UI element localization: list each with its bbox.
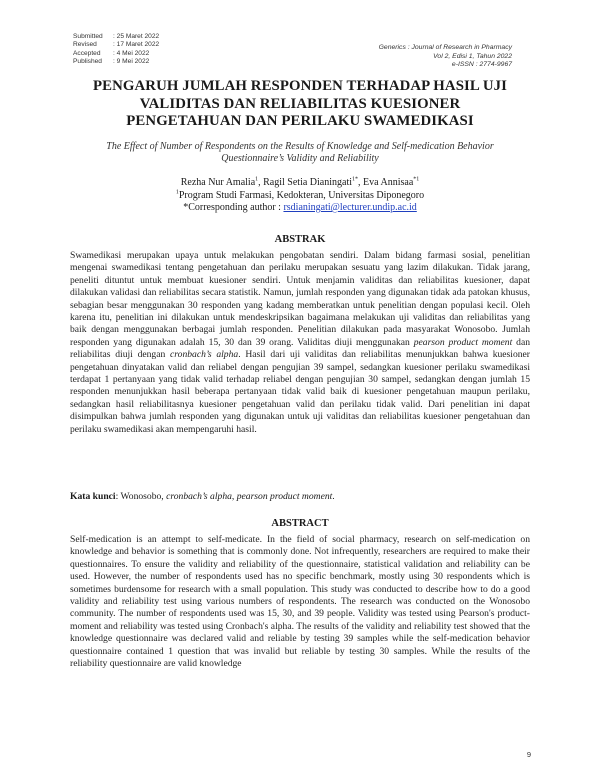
abstrak-heading: ABSTRAK [274,234,326,245]
keyword-italic-1: cronbach’s alpha [166,491,232,502]
author-block [60,177,540,215]
journal-name: Generics : Journal of Research in Pharmacy [378,44,512,51]
revised-value: : 17 Maret 2022 [113,41,160,49]
abstrak-body [70,250,530,436]
keywords-label: Kata kunci [70,491,116,502]
affiliation-sup: 1 [175,189,179,196]
paper-title [60,78,540,131]
author-3: Eva Annisaa [363,177,414,188]
corresponding-email-link[interactable]: rsdianingati@lecturer.undip.ac.id [283,202,417,213]
author-separator: , [258,177,264,188]
published-row [73,58,159,66]
abstrak-text-3: . Hasil dari uji validitas dan reliabilitas menunjukkan bahwa kuesioner pengetahuan dinyatakan valid dan reliabel dengan pengujian 39 sampel, sedangkan kuesioner perilaku swamedikasi terdapat 1 pertanyaan yang tidak valid terhadap reliabel dengan pengujian 30 sampel, sedangkan dengan jumlah 15 responden menunjukkan hasil beberapa pertanyaan tidak valid baik di kuesioner pengetahuan maupun perilaku, sedangkan hasil reliabilitasnya kuesioner pengetahuan valid dan perilaku tidak valid. Dari penelitian ini dapat disimpulkan bahwa jumlah responden yang digunakan untuk uji validitas dan reliabilitas kuesioner pengetahuan dan perilaku swamedikasi akan mempengaruhi hasil. [70,349,531,435]
paper-subtitle [64,141,536,165]
submitted-label: Submitted [73,33,103,40]
abstract-body: Self-medication is an attempt to self-medicate. In the field of social pharmacy, research on self-medication on knowledge and behavior is something that is commonly done. Not infrequently, researchers are required to make their questionnaires. To ensure the validity and reliability of the questionnaire, statistical validation and reliability can be used. However, the number of respondents used has no specific benchmark, mostly using 30 respondents which is sometimes burdensome for research with a small population. This study was conducted to describe how to do a good validity and reliability test using various numbers of respondents. The research was conducted on the Wonosobo community. The number of respondents used was 15, 30, and 39 people. Validity was tested using Pearson's product-moment and reliability was tested using Cronbach's alpha. The results of the validity and reliability test showed that the knowledge questionnaire was declared valid and reliable by testing 39 samples while the self-medication behavior questionnaire contained 1 question that was invalid but reliable by testing 30 samples. While the results of the reliability questionnaire are valid knowledge [70,534,530,670]
title-line-2: VALIDITAS DAN RELIABILITAS KUESIONER [139,95,461,112]
keywords-end: . [332,491,335,502]
author-list [60,177,540,190]
submitted-row [73,33,159,41]
author-2: Ragil Setia Dianingati [263,177,353,188]
revised-label: Revised [73,41,97,49]
journal-info [379,44,512,70]
affiliation [60,190,540,203]
published-label: Published [73,58,102,66]
abstrak-text-1: Swamedikasi merupakan upaya untuk melakukan pengobatan sendiri. Dalam bidang farmasi sosial, penelitian mengenai swamedikasi tentang pengetahuan dan perilaku merupakan sesuatu yang lazim dilakukan. Tidak jarang, peneliti dituntut untuk membuat kuesioner sendiri. Untuk menjamin validitas dan reliabilitas kuesioner, dapat dilakukan validasi dan reliabilitas secara statistik. Namun, jumlah responden yang digunakan tidak ada patokan khusus, sebagian besar menggunakan 30 responden yang kadang memberatkan untuk penelitian dengan populasi kecil. Oleh karena itu, penelitian ini dilakukan untuk mendeskripsikan bagaimana melakukan uji validitas dan reliabilitas yang baik dengan menggunakan berbagai jumlah responden. Penelitian dilakukan pada masyarakat Wonosobo. Jumlah responden yang digunakan adalah 15, 30 dan 39 orang. Validitas diuji menggunakan [70,250,530,348]
accepted-label: Accepted [73,49,101,57]
keywords-text-1: : Wonosobo, [115,491,167,502]
author-1: Rezha Nur Amalia [180,177,256,188]
abstrak-text-2: dan reliabilitas diuji dengan [70,336,530,361]
abstrak-italic-2: cronbach’s alpha [170,349,239,361]
journal-volume: Vol 2, Edisi 1, Tahun 2022 [433,52,512,60]
submitted-value: : 25 Maret 2022 [113,33,160,40]
title-line-1: PENGARUH JUMLAH RESPONDEN TERHADAP HASIL UJI [93,78,507,94]
revised-row [73,41,159,49]
subtitle-line-2: Questionnaire’s Validity and Reliability [221,153,379,164]
author-2-sup: 1* [352,176,359,183]
keyword-italic-2: pearson product moment [236,491,333,502]
affiliation-text: Program Studi Farmasi, Kedokteran, Universitas Diponegoro [178,189,425,201]
page-number: 9 [526,750,531,759]
accepted-value: : 4 Mei 2022 [113,49,150,57]
author-3-sup: *1 [413,176,420,183]
corresponding-label: *Corresponding author : [183,202,284,213]
keywords-separator: , [231,491,237,502]
submission-dates [73,33,159,67]
published-value: : 9 Mei 2022 [113,58,150,66]
title-line-3: PENGETAHUAN DAN PERILAKU SWAMEDIKASI [126,113,474,130]
keywords [70,491,530,503]
abstrak-italic-1: pearson product moment [413,336,513,348]
subtitle-line-1: The Effect of Number of Respondents on the Results of Knowledge and Self-medication Behavior [106,141,494,152]
accepted-row [73,50,159,58]
corresponding-author [60,202,540,215]
abstract-heading: ABSTRACT [271,518,329,529]
author-1-sup: 1 [255,176,259,183]
journal-issn: e-ISSN : 2774-9967 [451,61,512,69]
author-separator: , [358,177,364,188]
